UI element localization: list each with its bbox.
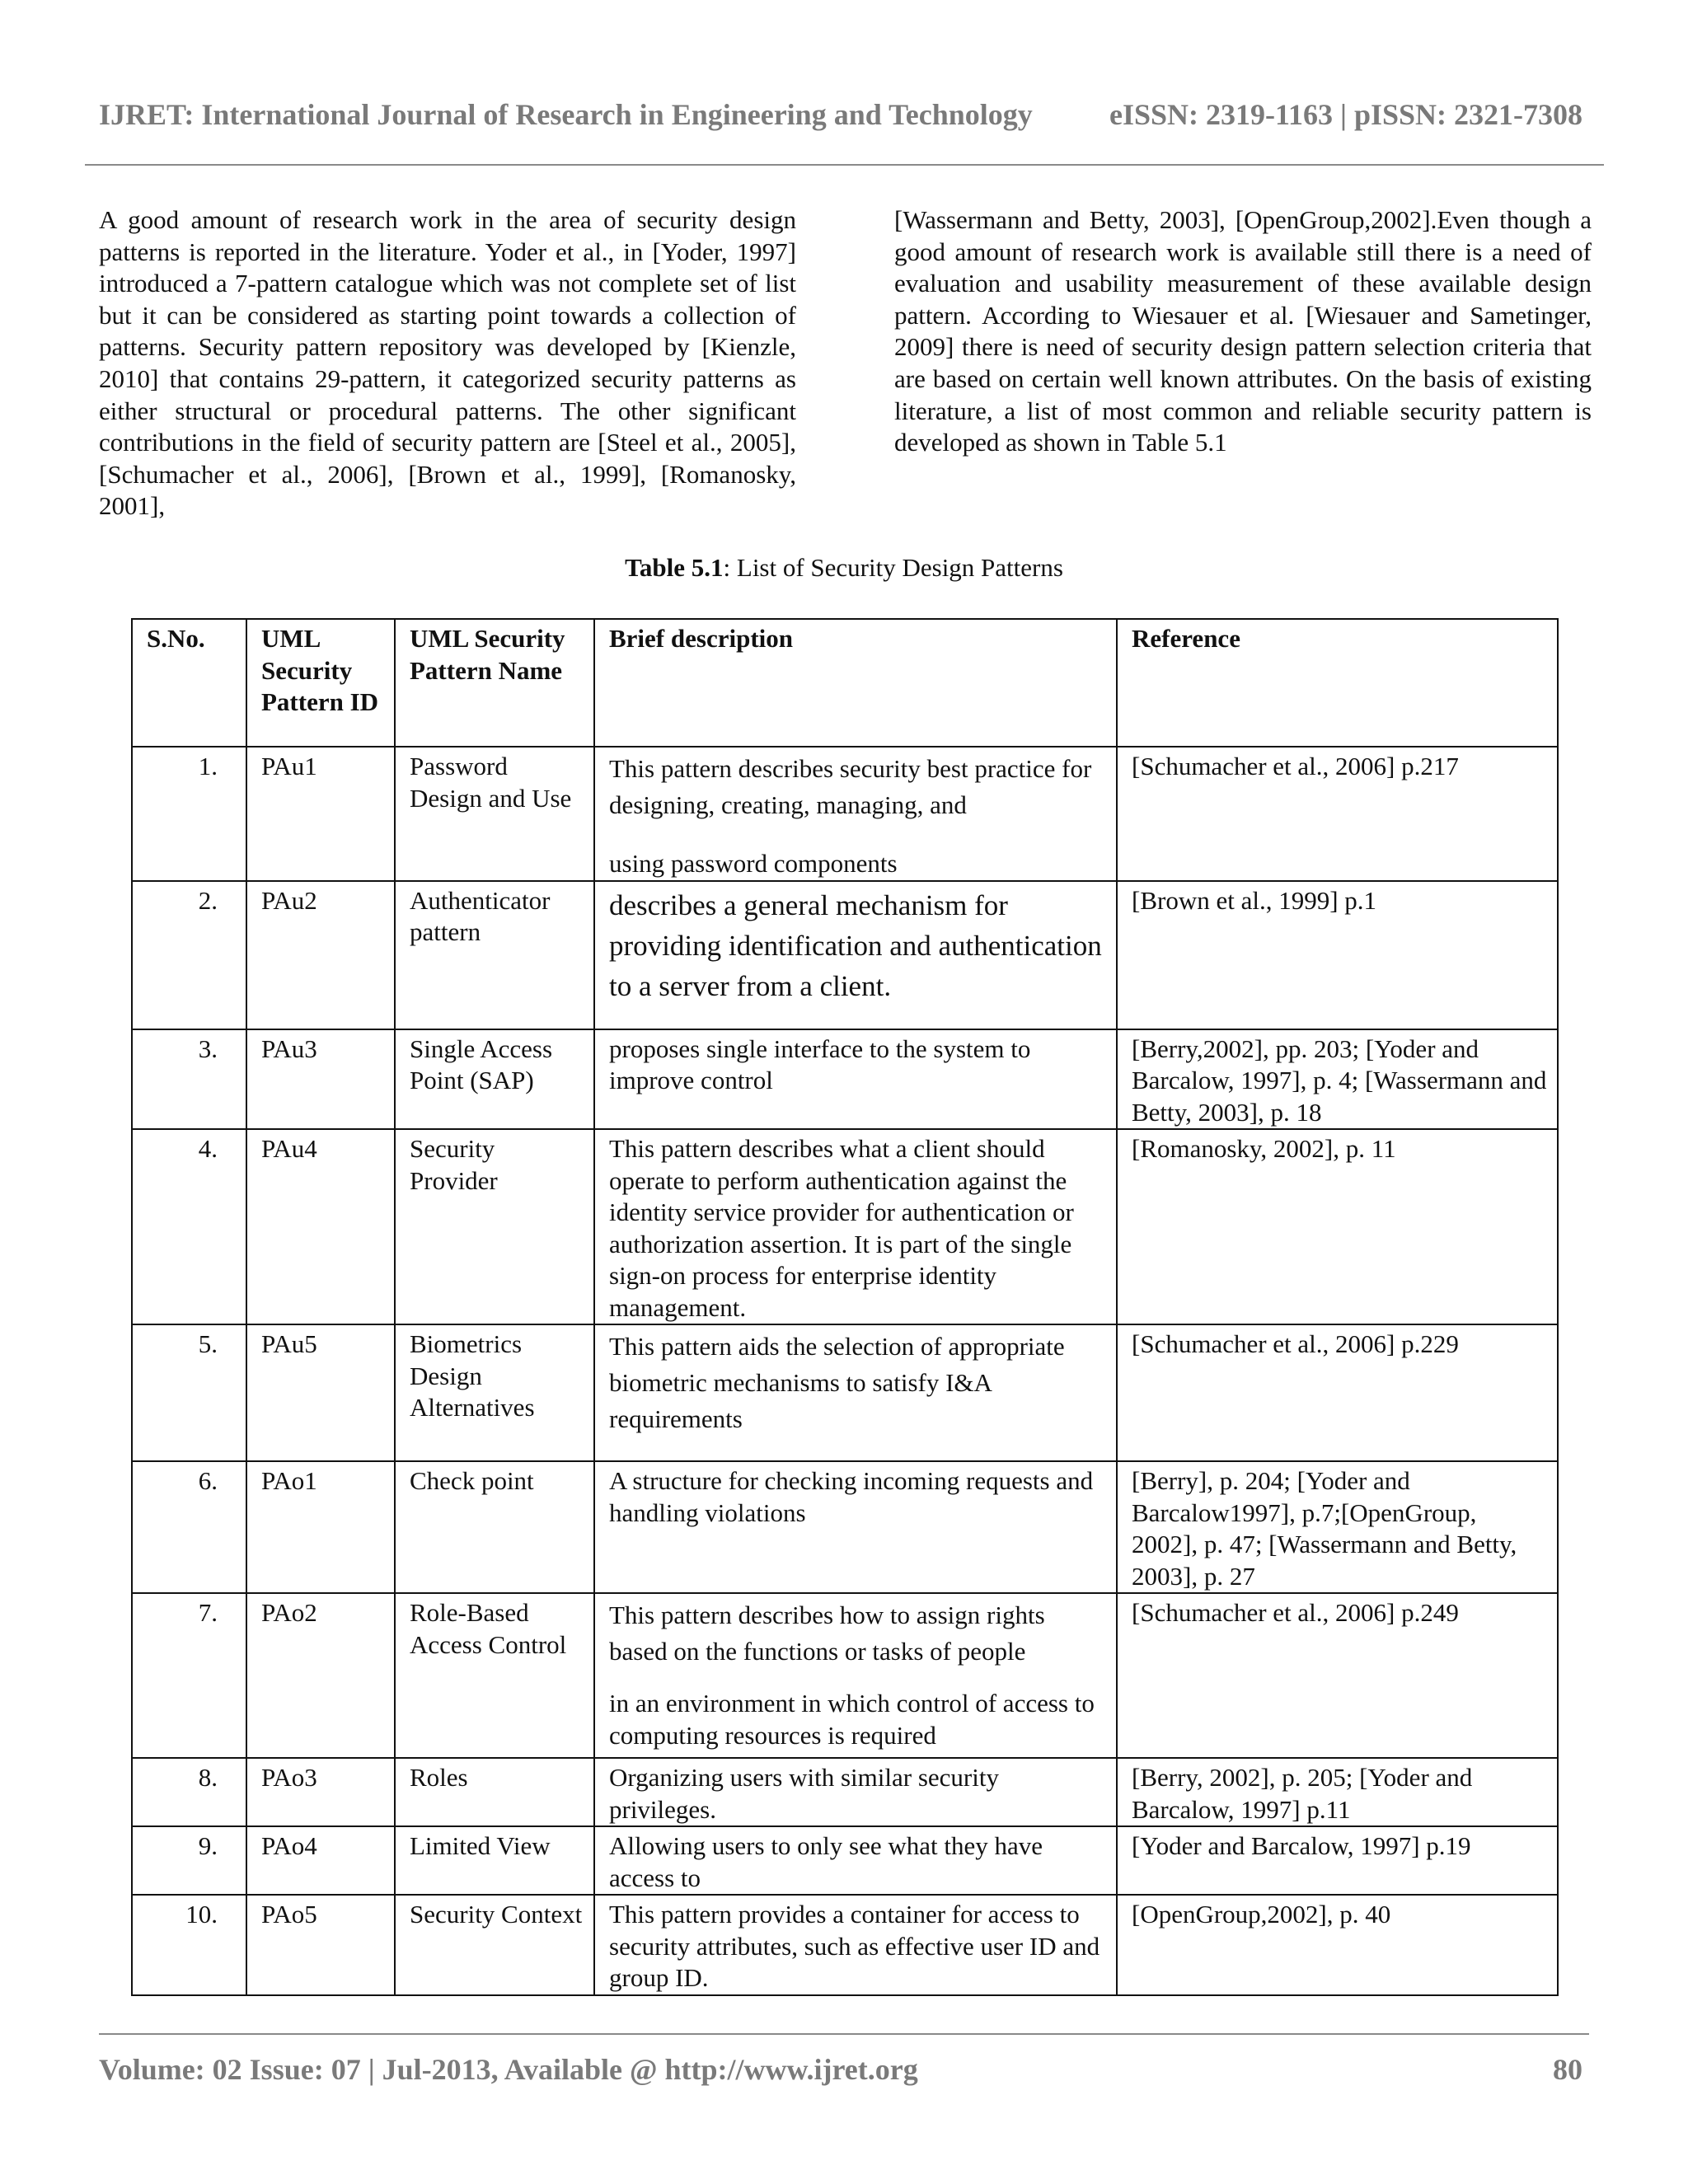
cell-reference: [Yoder and Barcalow, 1997] p.19 <box>1117 1826 1558 1895</box>
table-row <box>132 1029 1558 1130</box>
cell-pattern-id: PAu5 <box>246 1324 395 1461</box>
cell-reference: [OpenGroup,2002], p. 40 <box>1117 1895 1558 1995</box>
table-caption-label: Table 5.1 <box>625 553 724 582</box>
cell-pattern-name: Authenticator pattern <box>395 881 594 1029</box>
header-description: Brief description <box>594 619 1117 747</box>
cell-sno: 1. <box>132 747 246 881</box>
cell-pattern-name: Role-Based Access Control <box>395 1593 594 1758</box>
cell-sno: 7. <box>132 1593 246 1758</box>
table-caption <box>0 553 1688 583</box>
cell-sno: 2. <box>132 881 246 1029</box>
cell-pattern-id: PAo2 <box>246 1593 395 1758</box>
cell-pattern-name: Single Access Point (SAP) <box>395 1029 594 1130</box>
cell-reference: [Berry, 2002], p. 205; [Yoder and Barcalow, 1997] p.11 <box>1117 1758 1558 1826</box>
body-paragraph-left: A good amount of research work in the area of security design patterns is reported in the literature. Yoder et al., in [Yoder, 1997] introduced a 7-pattern catalogue which was not complete set of list but it can be considered as starting point towards a collection of patterns. Security pattern repository was developed by [Kienzle, 2010] that contains 29-pattern, it categorized security patterns as either structural or procedural patterns. The other significant contributions in the field of security pattern are [Steel et al., 2005], [Schumacher et al., 2006], [Brown et al., 1999], [Romanosky, 2001], <box>99 205 796 521</box>
header-sno: S.No. <box>132 619 246 747</box>
cell-reference: [Romanosky, 2002], p. 11 <box>1117 1129 1558 1324</box>
cell-pattern-id: PAo1 <box>246 1461 395 1593</box>
cell-sno: 3. <box>132 1029 246 1130</box>
table-header-row <box>132 619 1558 747</box>
cell-pattern-id: PAu3 <box>246 1029 395 1130</box>
header-reference: Reference <box>1117 619 1558 747</box>
table-row <box>132 1758 1558 1826</box>
table-row <box>132 1324 1558 1461</box>
cell-pattern-id: PAu4 <box>246 1129 395 1324</box>
journal-title: IJRET: International Journal of Research in Engineering and Technology <box>99 98 1033 131</box>
table-row <box>132 1593 1558 1758</box>
header-pattern-name: UML Security Pattern Name <box>395 619 594 747</box>
table-row <box>132 1461 1558 1593</box>
security-patterns-table <box>131 618 1559 1996</box>
cell-sno: 6. <box>132 1461 246 1593</box>
cell-pattern-name: Check point <box>395 1461 594 1593</box>
cell-description: This pattern provides a container for access to security attributes, such as effective user ID and group ID. <box>594 1895 1117 1995</box>
cell-pattern-name: Security Provider <box>395 1129 594 1324</box>
cell-pattern-name: Password Design and Use <box>395 747 594 881</box>
table-row <box>132 747 1558 881</box>
cell-description-part2: using password components <box>609 849 898 878</box>
cell-pattern-name: Roles <box>395 1758 594 1826</box>
cell-description-part1: This pattern describes how to assign rights based on the functions or tasks of people <box>609 1601 1045 1666</box>
cell-description: A structure for checking incoming requests and handling violations <box>594 1461 1117 1593</box>
table-row <box>132 1129 1558 1324</box>
cell-pattern-name: Limited View <box>395 1826 594 1895</box>
cell-sno: 10. <box>132 1895 246 1995</box>
cell-reference: [Schumacher et al., 2006] p.249 <box>1117 1593 1558 1758</box>
footer-volume: Volume: 02 Issue: 07 | Jul-2013, Available @ http://www.ijret.org <box>99 2053 918 2086</box>
cell-description <box>594 1593 1117 1758</box>
cell-pattern-id: PAu1 <box>246 747 395 881</box>
cell-description: proposes single interface to the system to improve control <box>594 1029 1117 1130</box>
table-row <box>132 1895 1558 1995</box>
cell-reference: [Berry,2002], pp. 203; [Yoder and Barcalow, 1997], p. 4; [Wassermann and Betty, 2003], p. 18 <box>1117 1029 1558 1130</box>
cell-sno: 4. <box>132 1129 246 1324</box>
cell-reference: [Berry], p. 204; [Yoder and Barcalow1997], p.7;[OpenGroup, 2002], p. 47; [Wassermann and Betty, 2003], p. 27 <box>1117 1461 1558 1593</box>
cell-pattern-name: Security Context <box>395 1895 594 1995</box>
cell-pattern-id: PAo5 <box>246 1895 395 1995</box>
cell-reference: [Brown et al., 1999] p.1 <box>1117 881 1558 1029</box>
cell-description-part1: This pattern describes security best practice for designing, creating, managing, and <box>609 754 1092 819</box>
cell-pattern-id: PAu2 <box>246 881 395 1029</box>
cell-sno: 5. <box>132 1324 246 1461</box>
cell-description: Allowing users to only see what they have access to <box>594 1826 1117 1895</box>
cell-pattern-name: Biometrics Design Alternatives <box>395 1324 594 1461</box>
cell-sno: 9. <box>132 1826 246 1895</box>
table-row <box>132 881 1558 1029</box>
cell-description <box>594 747 1117 881</box>
cell-sno: 8. <box>132 1758 246 1826</box>
header-pattern-id: UML Security Pattern ID <box>246 619 395 747</box>
cell-description: Organizing users with similar security privileges. <box>594 1758 1117 1826</box>
table-caption-text: : List of Security Design Patterns <box>723 553 1063 582</box>
cell-description: describes a general mechanism for providing identification and authentication to a server from a client. <box>594 881 1117 1029</box>
cell-pattern-id: PAo3 <box>246 1758 395 1826</box>
cell-reference: [Schumacher et al., 2006] p.217 <box>1117 747 1558 881</box>
footer-divider <box>99 2033 1589 2035</box>
table-row <box>132 1826 1558 1895</box>
cell-reference: [Schumacher et al., 2006] p.229 <box>1117 1324 1558 1461</box>
header-divider <box>85 164 1604 166</box>
issn-label: eISSN: 2319-1163 | pISSN: 2321-7308 <box>1109 98 1582 131</box>
cell-description: This pattern aids the selection of appropriate biometric mechanisms to satisfy I&A requirements <box>594 1324 1117 1461</box>
page-footer <box>99 2052 1582 2087</box>
body-paragraph-right: [Wassermann and Betty, 2003], [OpenGroup,2002].Even though a good amount of research work is available still there is a need of evaluation and usability measurement of these available design pattern. According to Wiesauer et al. [Wiesauer and Sametinger, 2009] there is need of security design pattern selection criteria that are based on certain well known attributes. On the basis of existing literature, a list of most common and reliable security pattern is developed as shown in Table 5.1 <box>894 205 1592 457</box>
page-header <box>99 97 1582 132</box>
cell-description: This pattern describes what a client should operate to perform authentication against the identity service provider for authentication or authorization assertion. It is part of the single sign-on process for enterprise identity management. <box>594 1129 1117 1324</box>
cell-pattern-id: PAo4 <box>246 1826 395 1895</box>
page-number: 80 <box>1553 2053 1582 2086</box>
cell-description-part2: in an environment in which control of access to computing resources is required <box>609 1689 1095 1750</box>
